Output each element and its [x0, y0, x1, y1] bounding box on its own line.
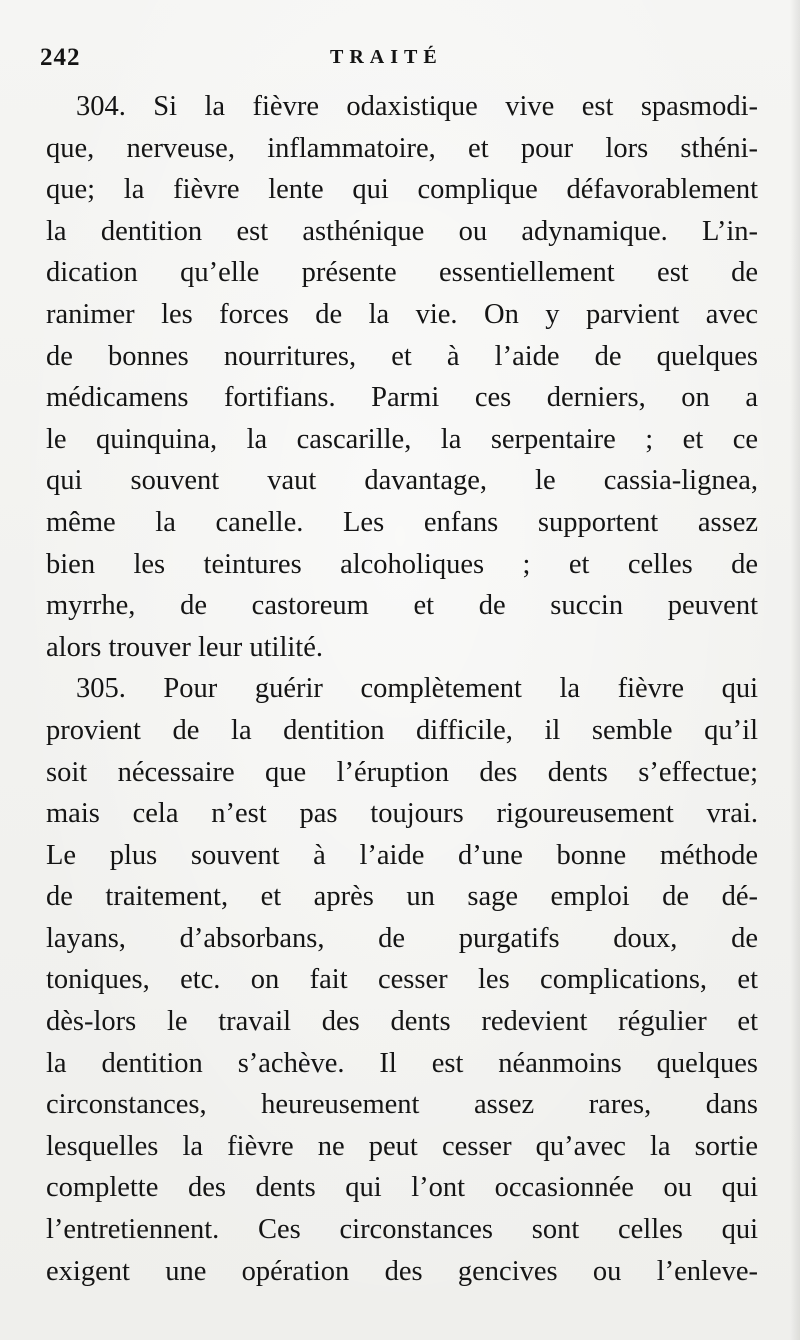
text-line: que, nerveuse, inflammatoire, et pour lors sthéni-	[46, 132, 758, 164]
text-line: médicamens fortifians. Parmi ces derniers, on a	[46, 382, 758, 414]
text-line: complette des dents qui l’ont occasionnée ou qui	[46, 1172, 758, 1204]
page-edge-shadow	[790, 0, 800, 1340]
paragraph-305	[46, 668, 758, 1292]
text-line: alors trouver leur utilité.	[46, 631, 323, 663]
text-line: de bonnes nourritures, et à l’aide de quelques	[46, 340, 758, 372]
text-line: l’entretiennent. Ces circonstances sont celles qui	[46, 1214, 758, 1246]
text-line: 305. Pour guérir complètement la fièvre qui	[76, 673, 758, 705]
text-line: myrrhe, de castoreum et de succin peuvent	[46, 590, 758, 622]
text-line: Le plus souvent à l’aide d’une bonne méthode	[46, 839, 758, 871]
text-line: soit nécessaire que l’éruption des dents s’effectue;	[46, 756, 758, 788]
page-header	[40, 44, 760, 74]
text-line: qui souvent vaut davantage, le cassia-lignea,	[46, 465, 758, 497]
text-line: la dentition s’achève. Il est néanmoins quelques	[46, 1047, 758, 1079]
text-line: 304. Si la fièvre odaxistique vive est spasmodi-	[76, 91, 758, 122]
text-line: mais cela n’est pas toujours rigoureusement vrai.	[46, 798, 758, 830]
text-line: le quinquina, la cascarille, la serpentaire ; et ce	[46, 423, 758, 455]
text-line: lesquelles la fièvre ne peut cesser qu’avec la sortie	[46, 1130, 758, 1162]
text-line: toniques, etc. on fait cesser les complications, et	[46, 964, 758, 996]
text-line: dication qu’elle présente essentiellement est de	[46, 257, 758, 289]
text-line: même la canelle. Les enfans supportent assez	[46, 506, 758, 538]
body-text	[46, 86, 758, 1292]
text-line: ranimer les forces de la vie. On y parvient avec	[46, 298, 758, 330]
text-line: exigent une opération des gencives ou l’enleve-	[46, 1255, 758, 1287]
text-line: circonstances, heureusement assez rares, dans	[46, 1089, 758, 1121]
paragraph-304	[46, 86, 758, 668]
text-line: de traitement, et après un sage emploi de dé-	[46, 881, 758, 913]
running-title: TRAITÉ	[330, 46, 443, 68]
text-line: bien les teintures alcoholiques ; et celles de	[46, 548, 758, 580]
text-line: que; la fièvre lente qui complique défavorablement	[46, 174, 758, 206]
page-number: 242	[40, 44, 81, 71]
text-line: la dentition est asthénique ou adynamique. L’in-	[46, 215, 758, 247]
text-line: layans, d’absorbans, de purgatifs doux, de	[46, 922, 758, 954]
text-line: provient de la dentition difficile, il semble qu’il	[46, 714, 758, 746]
text-line: dès-lors le travail des dents redevient régulier et	[46, 1006, 758, 1038]
